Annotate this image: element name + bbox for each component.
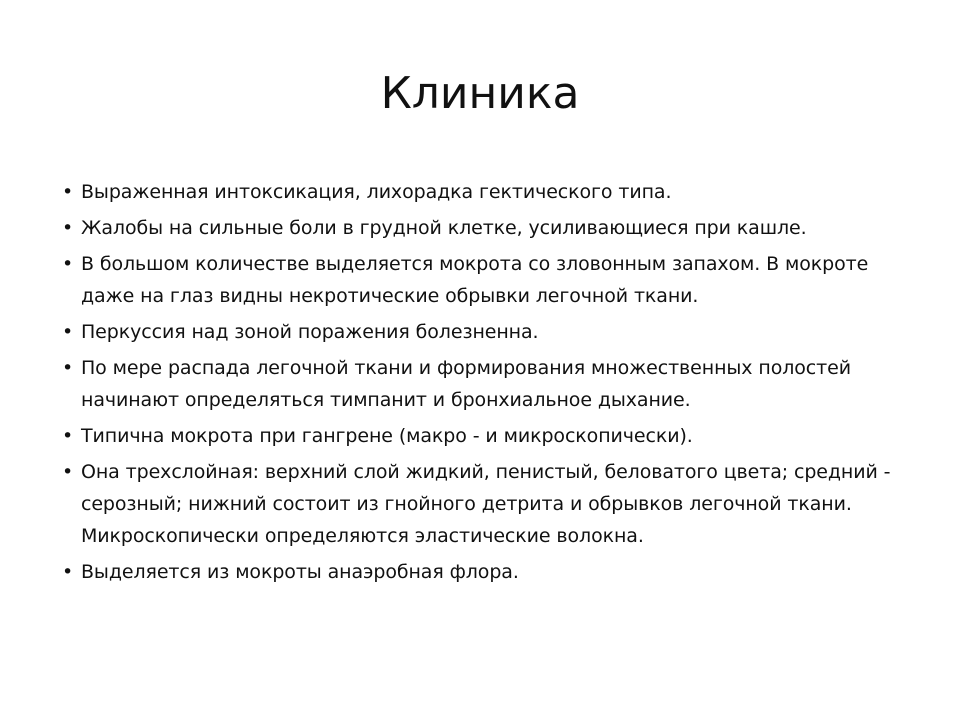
bullet-item bbox=[62, 556, 902, 588]
bullet-icon: • bbox=[62, 461, 74, 483]
bullet-icon: • bbox=[62, 217, 74, 239]
bullet-icon: • bbox=[62, 253, 74, 275]
bullet-list bbox=[62, 176, 902, 592]
bullet-text: Она трехслойная: верхний слой жидкий, пенистый, беловатого цвета; средний - серозный; нижний состоит из гнойного детрита и обрывков легочной ткани. Микроскопически определяются эластические волокна. bbox=[81, 461, 891, 547]
bullet-text: По мере распада легочной ткани и формирования множественных полостей начинают определяться тимпанит и бронхиальное дыхание. bbox=[81, 357, 851, 411]
bullet-text: Перкуссия над зоной поражения болезненна. bbox=[81, 321, 539, 343]
slide-title: Клиника bbox=[380, 68, 580, 119]
bullet-icon: • bbox=[62, 425, 74, 447]
bullet-icon: • bbox=[62, 357, 74, 379]
bullet-icon: • bbox=[62, 561, 74, 583]
bullet-text: Выраженная интоксикация, лихорадка гектического типа. bbox=[81, 181, 672, 203]
bullet-item bbox=[62, 212, 902, 244]
bullet-item bbox=[62, 420, 902, 452]
bullet-item bbox=[62, 352, 902, 416]
bullet-item bbox=[62, 316, 902, 348]
bullet-item bbox=[62, 456, 902, 552]
bullet-text: Выделяется из мокроты анаэробная флора. bbox=[81, 561, 519, 583]
bullet-item bbox=[62, 248, 902, 312]
bullet-text: В большом количестве выделяется мокрота со зловонным запахом. В мокроте даже на глаз видны некротические обрывки легочной ткани. bbox=[81, 253, 869, 307]
bullet-text: Жалобы на сильные боли в грудной клетке, усиливающиеся при кашле. bbox=[81, 217, 807, 239]
bullet-text: Типична мокрота при гангрене (макро - и микроскопически). bbox=[81, 425, 693, 447]
bullet-icon: • bbox=[62, 181, 74, 203]
bullet-item bbox=[62, 176, 902, 208]
bullet-icon: • bbox=[62, 321, 74, 343]
